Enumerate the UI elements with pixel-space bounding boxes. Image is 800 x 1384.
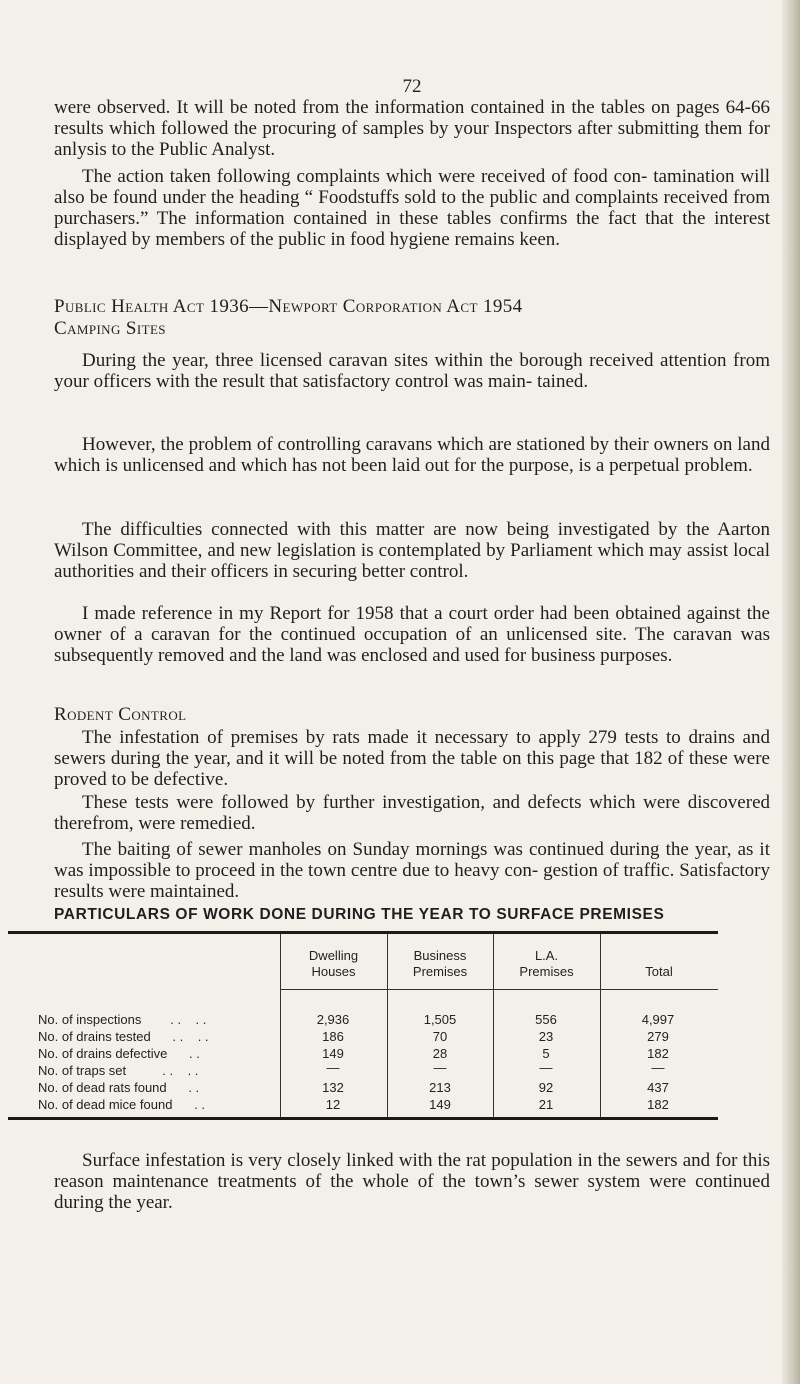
paragraph-text: The action taken following complaints which were received of food con- tamination will also be found under the heading “ Foodstuffs sold to the public and complaints received from purchasers.” The information contained in these tables confirms the fact that the interest displayed by members of the public in food hygiene remains keen. <box>54 166 770 250</box>
cell-total: 4,997 <box>641 1012 675 1027</box>
intro-paragraph-1 <box>54 97 770 160</box>
column-header-line: Business <box>413 948 467 963</box>
rodent-paragraph-2 <box>54 792 770 834</box>
cell-total: 437 <box>647 1080 669 1095</box>
camping-paragraph-1 <box>54 350 770 392</box>
cell-total: — <box>651 1060 665 1075</box>
rodent-paragraph-3 <box>54 839 770 902</box>
cell-la: 23 <box>538 1029 554 1044</box>
cell-business: 213 <box>429 1080 451 1095</box>
cell-dwelling: 132 <box>322 1080 344 1095</box>
camping-paragraph-3 <box>54 519 770 582</box>
row-label <box>38 1046 200 1061</box>
rodent-heading <box>54 704 770 726</box>
table-title-text: PARTICULARS OF WORK DONE DURING THE YEAR TO SURFACE PREMISES <box>54 906 665 923</box>
cell-business: 149 <box>429 1097 451 1112</box>
column-header-line: L.A. <box>534 948 559 963</box>
camping-paragraph-2 <box>54 434 770 476</box>
paragraph-text: During the year, three licensed caravan sites within the borough received attention from your officers with the result that satisfactory control was main- tained. <box>54 350 770 392</box>
column-header-line: Premises <box>412 964 468 979</box>
row-leader: . . . . <box>170 1012 207 1027</box>
cell-la: 92 <box>538 1080 554 1095</box>
row-leader: . . <box>188 1080 200 1095</box>
paragraph-text: The infestation of premises by rats made it necessary to apply 279 tests to drains and sewers during the year, and it will be noted from the table on this page that 182 of these were proved to be defective. <box>54 727 770 790</box>
rodent-heading-text: Rodent Control <box>54 704 187 725</box>
column-header-line <box>600 948 718 964</box>
paragraph-text: These tests were followed by further investigation, and defects which were discovered therefrom, were remedied. <box>54 792 770 834</box>
cell-la: 21 <box>538 1097 554 1112</box>
row-label <box>38 1097 205 1112</box>
row-label <box>38 1012 206 1027</box>
row-label <box>38 1029 209 1044</box>
cell-total: 279 <box>647 1029 669 1044</box>
row-leader: . . . . <box>172 1029 209 1044</box>
table-top-rule <box>8 931 718 934</box>
column-header-la <box>493 948 600 980</box>
cell-business: 28 <box>432 1046 448 1061</box>
paragraph-text: I made reference in my Report for 1958 that a court order had been obtained against the owner of a caravan for the continued occupation of an unlicensed site. The caravan was subsequently removed and the land was enclosed and used for business purposes. <box>54 603 770 666</box>
row-leader: . . <box>194 1097 205 1112</box>
row-label-text: No. of drains defective <box>38 1046 168 1061</box>
header-rule <box>280 989 718 990</box>
row-leader: . . . . <box>162 1063 199 1078</box>
camping-heading <box>54 296 770 340</box>
column-header-business <box>387 948 493 980</box>
work-done-table <box>8 931 718 1121</box>
cell-la: 556 <box>535 1012 557 1027</box>
cell-business: 70 <box>432 1029 448 1044</box>
row-label-text: No. of dead rats found <box>38 1080 167 1095</box>
cell-total: 182 <box>647 1046 669 1061</box>
row-leader: . . <box>189 1046 200 1061</box>
column-header-dwelling <box>280 948 387 980</box>
column-header-line: Dwelling <box>308 948 359 963</box>
paragraph-text: However, the problem of controlling caravans which are stationed by their owners on land which is unlicensed and which has not been laid out for the purpose, is a perpetual problem. <box>54 434 770 476</box>
closing-paragraph <box>54 1150 770 1213</box>
row-label-text: No. of dead mice found <box>38 1097 173 1112</box>
page-edge-shadow <box>782 0 800 1384</box>
paragraph-text: were observed. It will be noted from the information contained in the tables on pages 64-66 results which followed the procuring of samples by your Inspectors after submitting them for anlysis to the Public Analyst. <box>54 97 770 160</box>
column-header-line: Premises <box>519 964 574 979</box>
cell-dwelling: 186 <box>322 1029 344 1044</box>
cell-la: 5 <box>542 1046 550 1061</box>
cell-total: 182 <box>647 1097 669 1112</box>
paragraph-text: The difficulties connected with this matter are now being investigated by the Aarton Wilson Committee, and new legislation is contemplated by Parliament which may assist local authorities and their officers in securing better control. <box>54 519 770 582</box>
camping-heading-line-1: Public Health Act 1936—Newport Corporation Act 1954 <box>54 296 523 317</box>
paragraph-text: The baiting of sewer manholes on Sunday mornings was continued during the year, as it was impossible to proceed in the town centre due to heavy con- gestion of traffic. Satisfactory results were maintained. <box>54 839 770 902</box>
column-header-total <box>600 948 718 980</box>
row-label-text: No. of drains tested <box>38 1029 151 1044</box>
rodent-paragraph-1 <box>54 727 770 790</box>
cell-dwelling: 12 <box>325 1097 341 1112</box>
cell-dwelling: 2,936 <box>316 1012 350 1027</box>
intro-paragraph-2 <box>54 166 770 250</box>
row-label-text: No. of traps set <box>38 1063 127 1078</box>
cell-la: — <box>539 1060 553 1075</box>
row-label <box>38 1080 199 1095</box>
table-bottom-rule <box>8 1117 718 1120</box>
column-header-line: Houses <box>311 964 356 979</box>
cell-business: — <box>433 1060 447 1075</box>
cell-business: 1,505 <box>423 1012 457 1027</box>
row-label-text: No. of inspections <box>38 1012 142 1027</box>
page-number: 72 <box>402 76 422 97</box>
cell-dwelling: — <box>326 1060 340 1075</box>
column-header-line: Total <box>645 964 673 979</box>
table-title <box>54 906 770 924</box>
camping-heading-line-2: Camping Sites <box>54 318 166 339</box>
cell-dwelling: 149 <box>322 1046 344 1061</box>
paragraph-text: Surface infestation is very closely linked with the rat population in the sewers and for this reason maintenance treatments of the whole of the town’s sewer system were continued during the year. <box>54 1150 770 1213</box>
camping-paragraph-4 <box>54 603 770 666</box>
row-label <box>38 1063 198 1078</box>
